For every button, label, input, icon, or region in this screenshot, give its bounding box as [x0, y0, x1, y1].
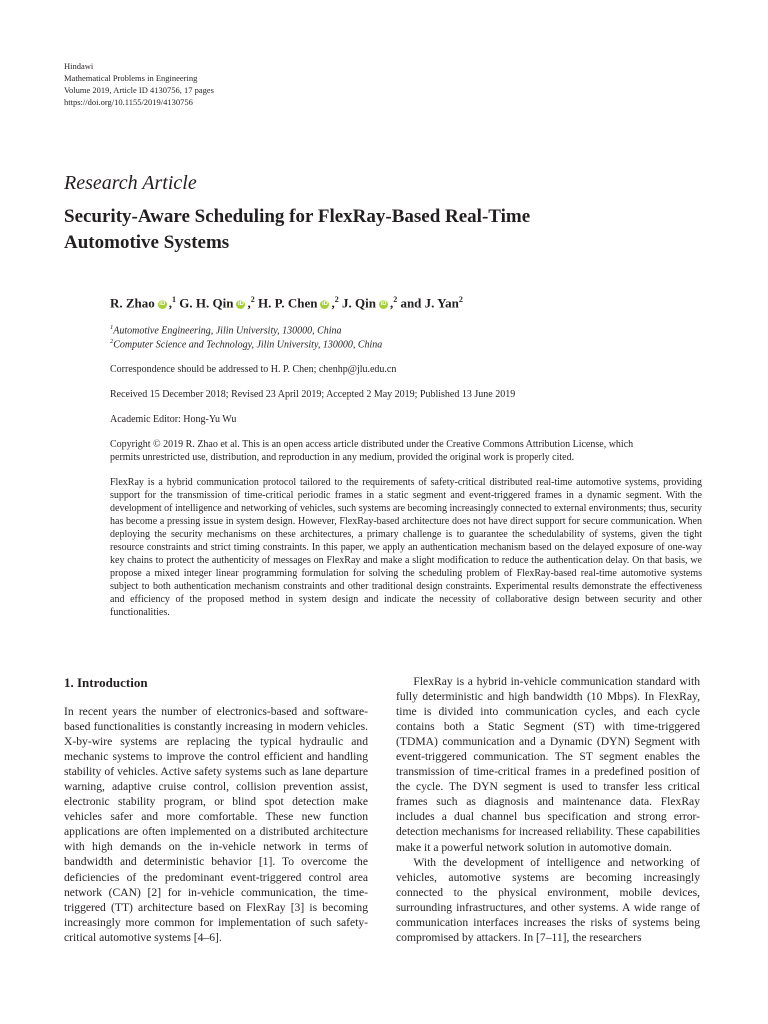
author-name: G. H. Qin [179, 295, 234, 311]
abstract: FlexRay is a hybrid communication protocol tailored to the requirements of safety-critical distributed real-time automotive systems, providing support for the transmission of time-critical periodic frames in a static segment and event-triggered frames in a dynamic segment. With the development of intelligence and networking of vehicles, such systems are becoming increasingly connected to external environments; thus, security has become a pressing issue in system design. However, FlexRay-based architecture does not have direct support for secure communication. When deploying the security mechanisms on these architectures, a primary challenge is to guarantee the schedulability of systems, given the tight resource constraints and strict timing constraints. In this paper, we apply an authentication mechanism based on the delayed exposure of one-way key chains to protect the authenticity of messages on FlexRay and make a slight modification to reduce the authentication delay. On that basis, we propose a mixed integer linear programming formulation for solving the scheduling problem of FlexRay-based real-time automotive systems subject to both authentication mechanism constraints and other traditional design constraints. Experimental results demonstrate the effectiveness and efficiency of the proposed method in system design and indicate the necessity of collaborative design between security and other functionalities. [110, 477, 702, 618]
author-list: R. Zhao iD ,$^1$ G. H. Qin iD ,$^2$ H. P. Chen iD ,$^2$ J. Qin iD ,$^2$ and J. Yan$^2$ [110, 295, 463, 311]
affiliation-1 [110, 324, 342, 336]
academic-editor: Academic Editor: Hong-Yu Wu [110, 414, 237, 425]
journal-masthead [64, 60, 214, 108]
publication-dates: Received 15 December 2018; Revised 23 April 2019; Accepted 2 May 2019; Published 13 June 2019 [110, 389, 516, 400]
author-affiliation-mark: 2 [334, 295, 339, 304]
author-separator: , [331, 295, 335, 311]
affiliation-text: Computer Science and Technology, Jilin University, 130000, China [113, 339, 383, 351]
paper-title-line-1: Security-Aware Scheduling for FlexRay-Based Real-Time [64, 206, 531, 227]
affiliation-number: 2 [110, 338, 114, 345]
body-paragraph: FlexRay is a hybrid in-vehicle communication standard with fully deterministic and high bandwidth (10 Mbps). In FlexRay, time is divided into communication cycles, and each cycle contains both a Static Segment (ST) with time-triggered (TDMA) communication and a Dynamic (DYN) Segment with event-triggered communication. The ST segment enables the transmission of time-critical frames in a predefined position of the cycle. The DYN segment is used to transfer less critical frames such as diagnosis and maintenance data. FlexRay includes a dual channel bus specification and strong error-detection mechanisms for increased reliability. These capabilities make it a powerful network solution in automotive domain. [396, 675, 700, 854]
author-affiliation-mark: 1 [172, 295, 177, 304]
copyright-line-2: permits unrestricted use, distribution, and reproduction in any medium, provided the original work is properly cited. [110, 452, 575, 463]
paper-title [64, 204, 664, 256]
article-type: Research Article [64, 172, 197, 194]
body-paragraph: With the development of intelligence and networking of vehicles, automotive systems are becoming increasingly connected to the physical environment, mobile devices, surrounding infrastructures, and other systems. A wide range of communication interfaces increases the risks of systems being compromised by attackers. In [7–11], the researchers [396, 855, 700, 944]
section-heading: 1. Introduction [64, 675, 148, 690]
paper-title-line-2: Automotive Systems [64, 232, 230, 253]
orcid-icon[interactable]: iD [321, 300, 328, 307]
author-affiliation-mark: 2 [393, 295, 398, 304]
volume-line: Volume 2019, Article ID 4130756, 17 pages [64, 85, 214, 95]
author-name: J. Yan [424, 295, 459, 311]
body-column-left [64, 704, 368, 945]
affiliation-text: Automotive Engineering, Jilin University, 130000, China [113, 325, 342, 337]
affiliation-2 [110, 338, 382, 350]
author-affiliation-mark: 2 [458, 295, 463, 304]
author-separator: , [247, 295, 251, 311]
body-paragraph: In recent years the number of electronics-based and software-based functionalities is constantly increasing in modern vehicles. X-by-wire systems are replacing the typical hydraulic and mechanic systems to improve the control efficient and handling stability of vehicles. Active safety systems such as lane departure warning, adaptive cruise control, collision prevention assist, electronic stability program, or blind spot detection make vehicles safer and more comfortable. These new function applications are often implemented on a distributed architecture with high demands on the in-vehicle network in terms of bandwidth and deterministic behavior [1]. To overcome the deficiencies of the predominant event-triggered control area network (CAN) [2] for in-vehicle communication, the time-triggered (TT) architecture based on FlexRay [3] is becoming increasingly more common for implementation of such safety-critical automotive systems [4–6]. [64, 705, 368, 944]
author-separator: and [397, 295, 422, 311]
orcid-icon[interactable]: iD [159, 300, 166, 307]
author-name: J. Qin [341, 295, 376, 311]
affiliation-number: 1 [110, 324, 114, 331]
copyright-notice [110, 438, 702, 464]
doi-link[interactable]: https://doi.org/10.1155/2019/4130756 [64, 97, 193, 107]
body-column-right [396, 674, 700, 945]
orcid-icon[interactable]: iD [380, 300, 387, 307]
author-name: R. Zhao [110, 295, 155, 311]
journal-name: Mathematical Problems in Engineering [64, 73, 198, 83]
copyright-line-1: Copyright © 2019 R. Zhao et al. This is an open access article distributed under the Creative Commons Attribution License, which [110, 439, 634, 450]
author-separator: , [168, 295, 173, 311]
publisher-name: Hindawi [64, 61, 94, 71]
author-affiliation-mark: 2 [250, 295, 255, 304]
orcid-icon[interactable]: iD [237, 300, 244, 307]
author-name: H. P. Chen [257, 295, 318, 311]
correspondence-line: Correspondence should be addressed to H. P. Chen; chenhp@jlu.edu.cn [110, 364, 397, 375]
